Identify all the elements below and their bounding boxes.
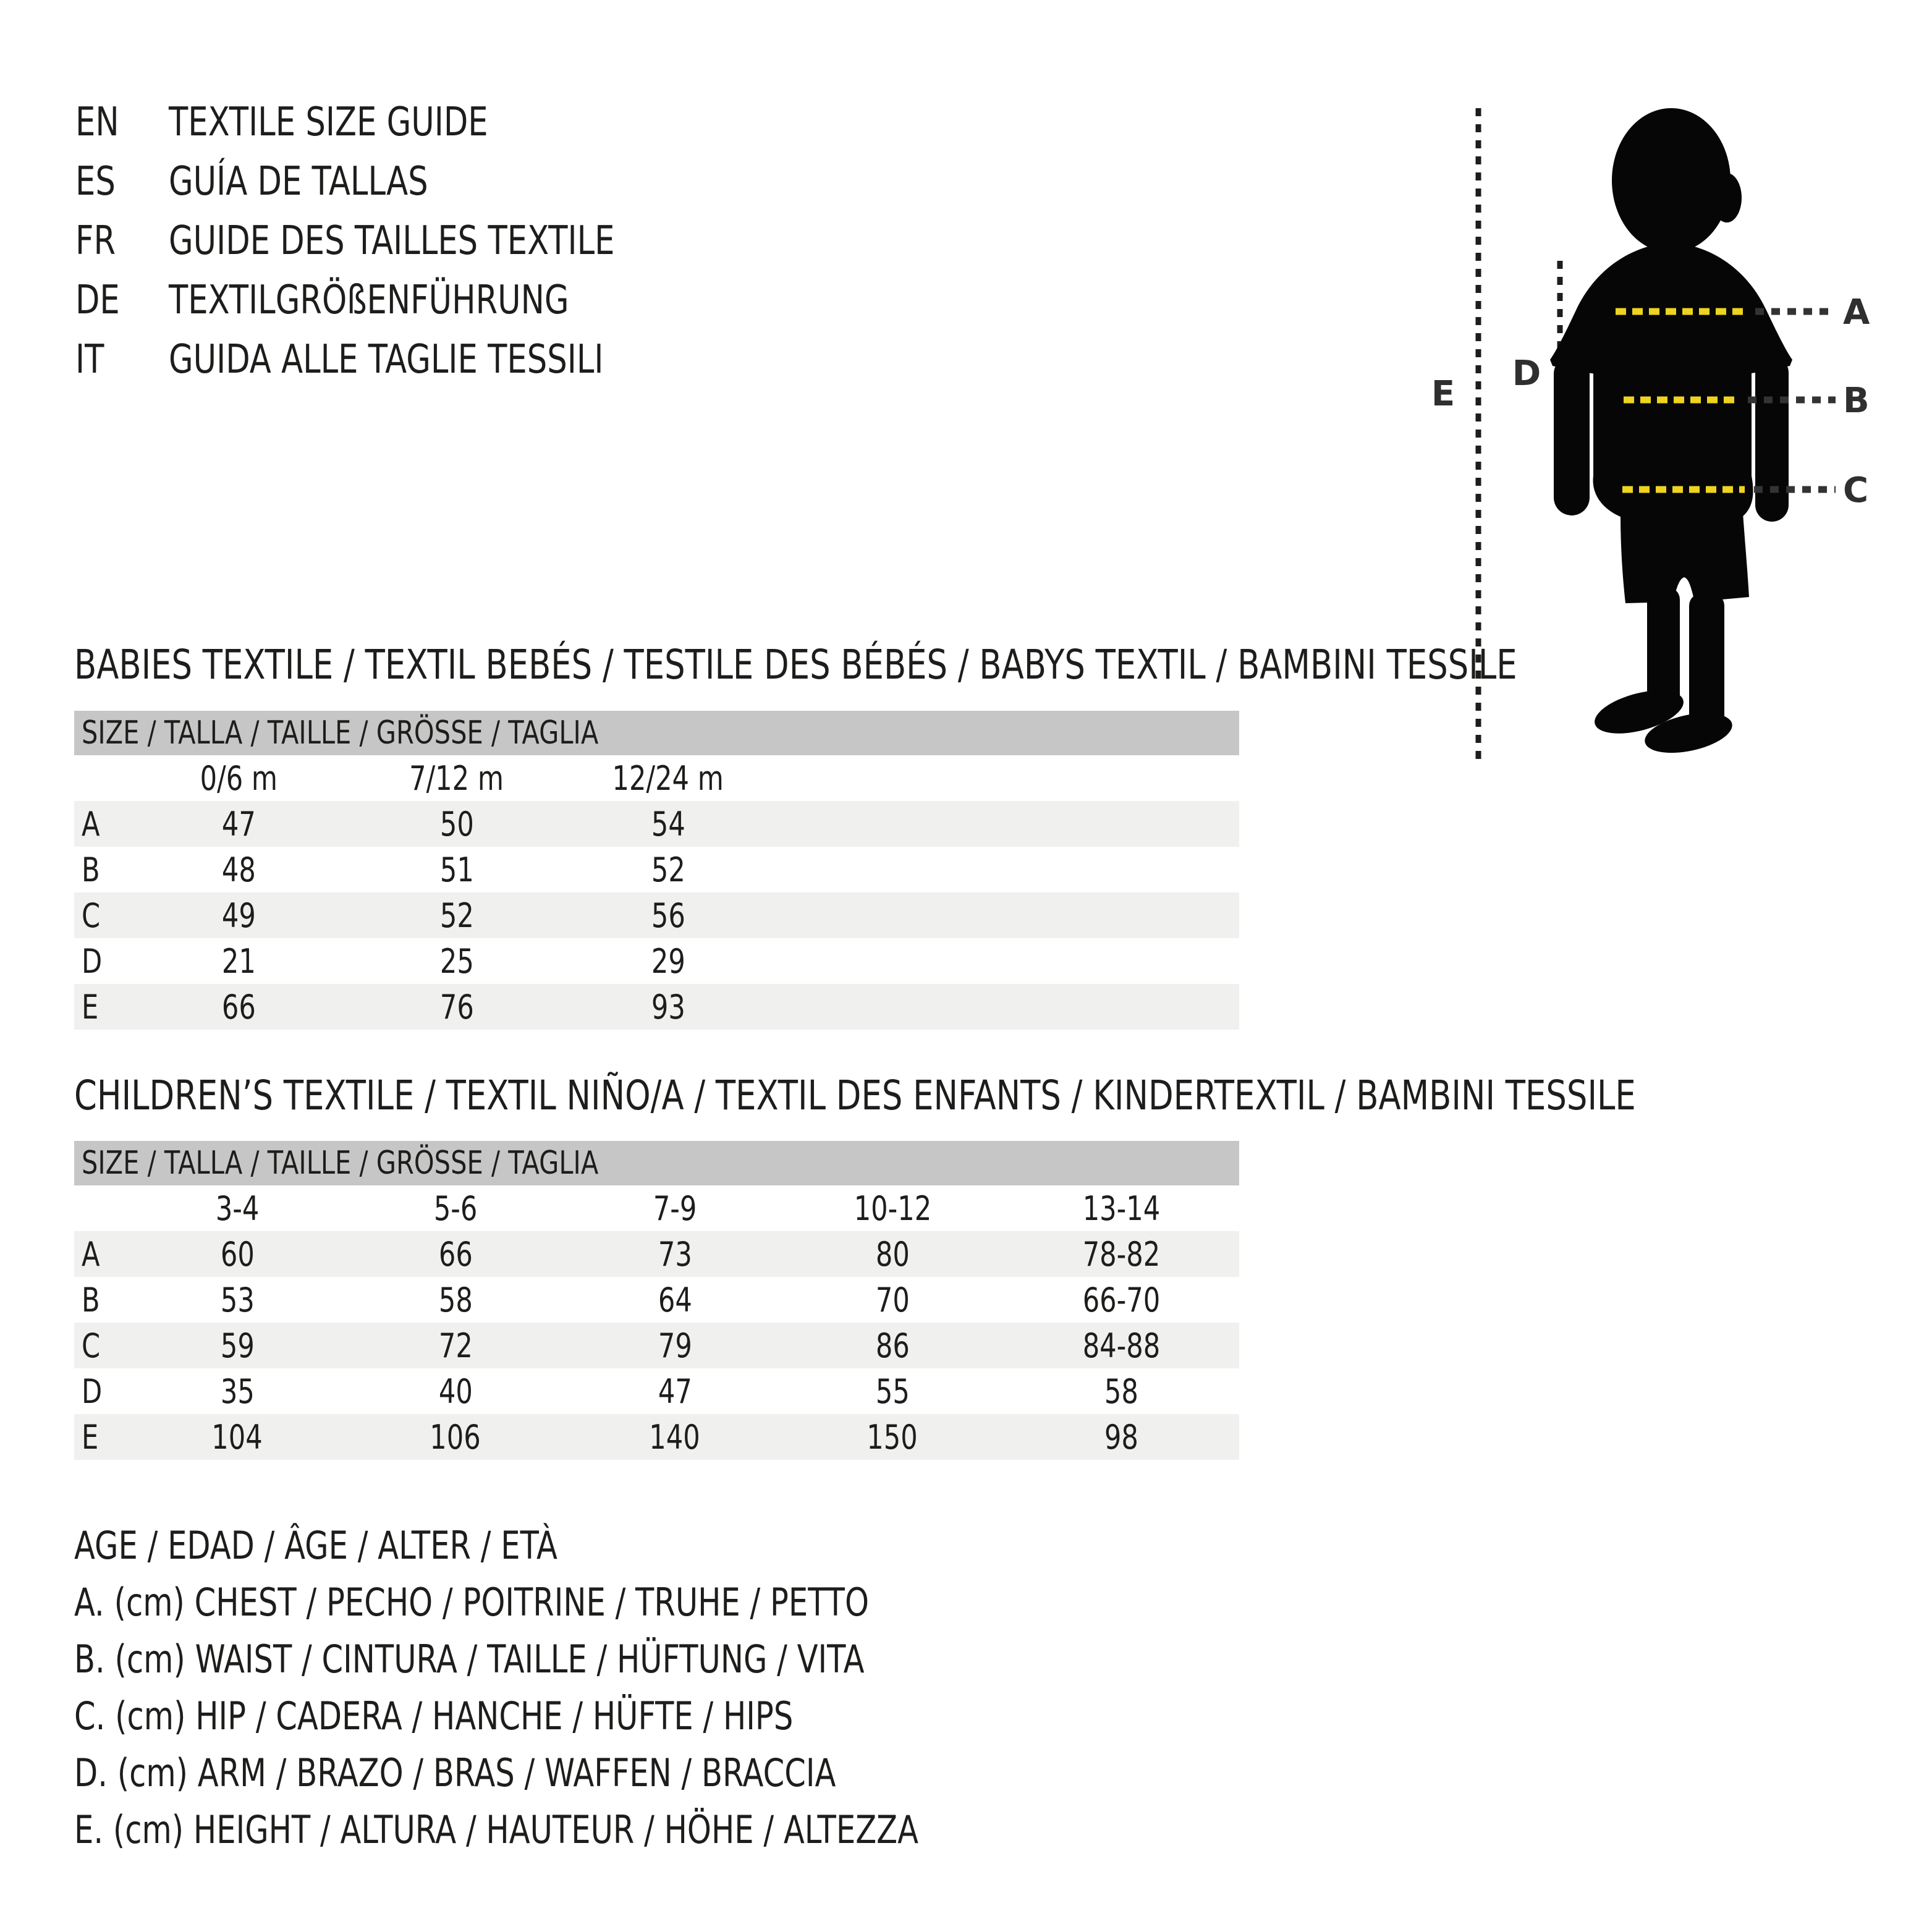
table-cell: [582, 1231, 768, 1277]
column-header-text: 12/24 m: [612, 758, 724, 798]
table-row: [74, 892, 1239, 938]
cell-text: 78-82: [1082, 1234, 1160, 1274]
row-label: [82, 984, 103, 1030]
column-header: [364, 755, 549, 801]
cell-text: 140: [649, 1417, 701, 1457]
lang-code-text: FR: [75, 218, 116, 264]
table-cell: [582, 1323, 768, 1368]
cell-text: 66-70: [1082, 1280, 1160, 1320]
column-header-text: 7/12 m: [409, 758, 504, 798]
table-cell: [800, 1368, 985, 1414]
lang-title: [169, 218, 726, 264]
cell-text: 52: [651, 850, 685, 889]
table-cell: [1028, 1368, 1214, 1414]
cell-text: 54: [651, 804, 685, 844]
lang-title-text: GUÍA DE TALLAS: [169, 159, 428, 205]
legend-text: C. (cm) HIP / CADERA / HANCHE / HÜFTE / HIPS: [74, 1693, 794, 1739]
legend-text: A. (cm) CHEST / PECHO / POITRINE / TRUHE / PETTO: [74, 1579, 870, 1625]
cell-text: 55: [875, 1371, 910, 1411]
row-label-text: E: [82, 1417, 99, 1457]
cell-text: 80: [875, 1234, 910, 1274]
table-row: [74, 1368, 1239, 1414]
column-header-text: 13-14: [1082, 1188, 1160, 1228]
row-label: [82, 1231, 104, 1277]
table-cell: [146, 892, 331, 938]
table-row: [74, 801, 1239, 847]
cell-text: 76: [439, 987, 474, 1027]
table-cell: [582, 1368, 768, 1414]
cell-text: 66: [438, 1234, 473, 1274]
table-cell: [363, 1323, 548, 1368]
cell-text: 72: [438, 1326, 473, 1365]
lang-code-text: EN: [75, 100, 119, 145]
row-label: [82, 801, 104, 847]
lang-row-de: [75, 271, 669, 330]
table-row: [74, 1414, 1239, 1460]
table-cell: [575, 892, 761, 938]
column-header-text: 5-6: [433, 1188, 478, 1228]
table-cell: [364, 847, 549, 892]
table-cell: [363, 1368, 548, 1414]
table-row: [74, 1231, 1239, 1277]
cell-text: 98: [1104, 1417, 1138, 1457]
figure-label-waist: B: [1843, 381, 1870, 421]
column-header: [800, 1185, 985, 1231]
lang-title: [169, 159, 493, 205]
lang-row-en: [75, 93, 568, 152]
table-cell: [145, 1277, 330, 1323]
legend-line-height: [74, 1805, 1130, 1854]
column-header: [1028, 1185, 1214, 1231]
row-label: [82, 1368, 108, 1414]
legend-line-waist: [74, 1634, 1062, 1684]
cell-text: 49: [221, 896, 256, 935]
cell-text: 150: [866, 1417, 918, 1457]
lang-title: [169, 278, 669, 323]
cell-text: 40: [438, 1371, 473, 1411]
legend-text: D. (cm) ARM / BRAZO / BRAS / WAFFEN / BRACCIA: [74, 1750, 836, 1795]
babies-size-header-text: SIZE / TALLA / TAILLE / GRÖSSE / TAGLIA: [82, 714, 599, 752]
cell-text: 64: [658, 1280, 692, 1320]
babies-heading-text: BABIES TEXTILE / TEXTIL BEBÉS / TESTILE DES BÉBÉS / BABYS TEXTIL / BAMBINI TESSILE: [74, 640, 1517, 688]
column-header: [146, 755, 331, 801]
legend-text: B. (cm) WAIST / CINTURA / TAILLE / HÜFTUNG / VITA: [74, 1636, 865, 1682]
cell-text: 50: [439, 804, 474, 844]
cell-text: 60: [220, 1234, 255, 1274]
children-size-header-bar: [74, 1141, 1239, 1185]
cell-text: 79: [658, 1326, 692, 1365]
figure-label-chest: A: [1843, 292, 1870, 333]
table-cell: [146, 984, 331, 1030]
lang-title: [169, 337, 712, 383]
legend-line-chest: [74, 1577, 1068, 1627]
row-label: [82, 1323, 105, 1368]
table-cell: [800, 1231, 985, 1277]
table-cell: [145, 1231, 330, 1277]
row-label: [82, 847, 104, 892]
table-cell: [145, 1414, 330, 1460]
table-cell: [575, 984, 761, 1030]
cell-text: 48: [221, 850, 256, 889]
table-cell: [145, 1368, 330, 1414]
lang-title-text: TEXTILE SIZE GUIDE: [169, 100, 488, 145]
cell-text: 73: [658, 1234, 692, 1274]
cell-text: 35: [220, 1371, 255, 1411]
figure-label-arm: D: [1512, 354, 1541, 394]
lang-row-es: [75, 152, 493, 211]
figure-label-hip: C: [1843, 470, 1869, 511]
lang-title-text: TEXTILGRÖßENFÜHRUNG: [169, 278, 569, 323]
lang-code: [75, 218, 169, 264]
table-cell: [364, 892, 549, 938]
lang-title-text: GUIDE DES TAILLES TEXTILE: [169, 218, 615, 264]
row-label-text: E: [82, 987, 99, 1027]
row-label-text: C: [82, 896, 101, 935]
table-cell: [1028, 1414, 1214, 1460]
row-label-text: B: [82, 850, 100, 889]
children-column-headers: [74, 1185, 1239, 1231]
table-row: [74, 1323, 1239, 1368]
cell-text: 104: [211, 1417, 263, 1457]
cell-text: 53: [220, 1280, 255, 1320]
table-cell: [582, 1414, 768, 1460]
babies-section-heading: [74, 642, 1878, 687]
table-cell: [146, 938, 331, 984]
lang-code: [75, 100, 169, 145]
column-header: [582, 1185, 768, 1231]
cell-text: 52: [439, 896, 474, 935]
cell-text: 59: [220, 1326, 255, 1365]
table-cell: [364, 984, 549, 1030]
babies-table: [74, 711, 1239, 1030]
lang-code-text: ES: [75, 159, 116, 205]
lang-code-text: IT: [75, 337, 104, 383]
figure-label-height: E: [1431, 374, 1455, 414]
table-cell: [146, 847, 331, 892]
lang-code: [75, 159, 169, 205]
table-cell: [363, 1231, 548, 1277]
column-header-text: 7-9: [653, 1188, 697, 1228]
column-header: [575, 755, 761, 801]
babies-column-headers: [74, 755, 1239, 801]
legend-text: E. (cm) HEIGHT / ALTURA / HAUTEUR / HÖHE / ALTEZZA: [74, 1807, 919, 1852]
table-cell: [364, 938, 549, 984]
table-cell: [145, 1323, 330, 1368]
table-cell: [575, 801, 761, 847]
cell-text: 47: [221, 804, 256, 844]
row-label: [82, 1277, 104, 1323]
cell-text: 58: [438, 1280, 473, 1320]
lang-row-it: [75, 330, 712, 389]
row-label-text: B: [82, 1280, 100, 1320]
cell-text: 70: [875, 1280, 910, 1320]
table-cell: [800, 1277, 985, 1323]
cell-text: 84-88: [1082, 1326, 1160, 1365]
table-cell: [1028, 1277, 1214, 1323]
table-cell: [363, 1277, 548, 1323]
row-label-text: D: [82, 1371, 103, 1411]
table-cell: [800, 1414, 985, 1460]
row-label-text: D: [82, 941, 103, 981]
row-label: [82, 938, 108, 984]
children-section-heading: [74, 1073, 1932, 1117]
table-cell: [800, 1323, 985, 1368]
row-label-text: A: [82, 1234, 100, 1274]
cell-text: 93: [651, 987, 685, 1027]
table-cell: [582, 1277, 768, 1323]
table-cell: [575, 847, 761, 892]
column-header-text: 0/6 m: [200, 758, 278, 798]
legend-line-age: [74, 1520, 678, 1570]
lang-code-text: DE: [75, 278, 120, 323]
legend-line-hip: [74, 1691, 973, 1740]
cell-text: 47: [658, 1371, 692, 1411]
children-table: [74, 1141, 1239, 1460]
table-cell: [363, 1414, 548, 1460]
table-row: [74, 847, 1239, 892]
table-row: [74, 938, 1239, 984]
cell-text: 51: [439, 850, 474, 889]
cell-text: 58: [1104, 1371, 1138, 1411]
cell-text: 21: [221, 941, 256, 981]
table-cell: [1028, 1323, 1214, 1368]
table-row: [74, 1277, 1239, 1323]
table-cell: [575, 938, 761, 984]
cell-text: 86: [875, 1326, 910, 1365]
cell-text: 25: [439, 941, 474, 981]
table-row: [74, 984, 1239, 1030]
column-header-text: 3-4: [215, 1188, 260, 1228]
children-heading-text: CHILDREN’S TEXTILE / TEXTIL NIÑO/A / TEXTIL DES ENFANTS / KINDERTEXTIL / BAMBINI TESSILE: [74, 1071, 1636, 1119]
cell-text: 29: [651, 941, 685, 981]
lang-code: [75, 278, 169, 323]
row-label-text: A: [82, 804, 100, 844]
cell-text: 106: [430, 1417, 481, 1457]
row-label: [82, 892, 105, 938]
children-size-header-text: SIZE / TALLA / TAILLE / GRÖSSE / TAGLIA: [82, 1145, 599, 1182]
babies-size-header-bar: [74, 711, 1239, 755]
cell-text: 56: [651, 896, 685, 935]
legend-text: AGE / EDAD / ÂGE / ALTER / ETÀ: [74, 1522, 557, 1568]
table-cell: [364, 801, 549, 847]
cell-text: 66: [221, 987, 256, 1027]
column-header-text: 10-12: [854, 1188, 931, 1228]
row-label: [82, 1414, 103, 1460]
column-header: [363, 1185, 548, 1231]
table-cell: [1028, 1231, 1214, 1277]
lang-title-text: GUIDA ALLE TAGLIE TESSILI: [169, 337, 604, 383]
table-cell: [146, 801, 331, 847]
lang-title: [169, 100, 568, 145]
column-header: [145, 1185, 330, 1231]
row-label-text: C: [82, 1326, 101, 1365]
legend-line-arm: [74, 1748, 1027, 1797]
lang-code: [75, 337, 169, 383]
lang-row-fr: [75, 211, 726, 271]
